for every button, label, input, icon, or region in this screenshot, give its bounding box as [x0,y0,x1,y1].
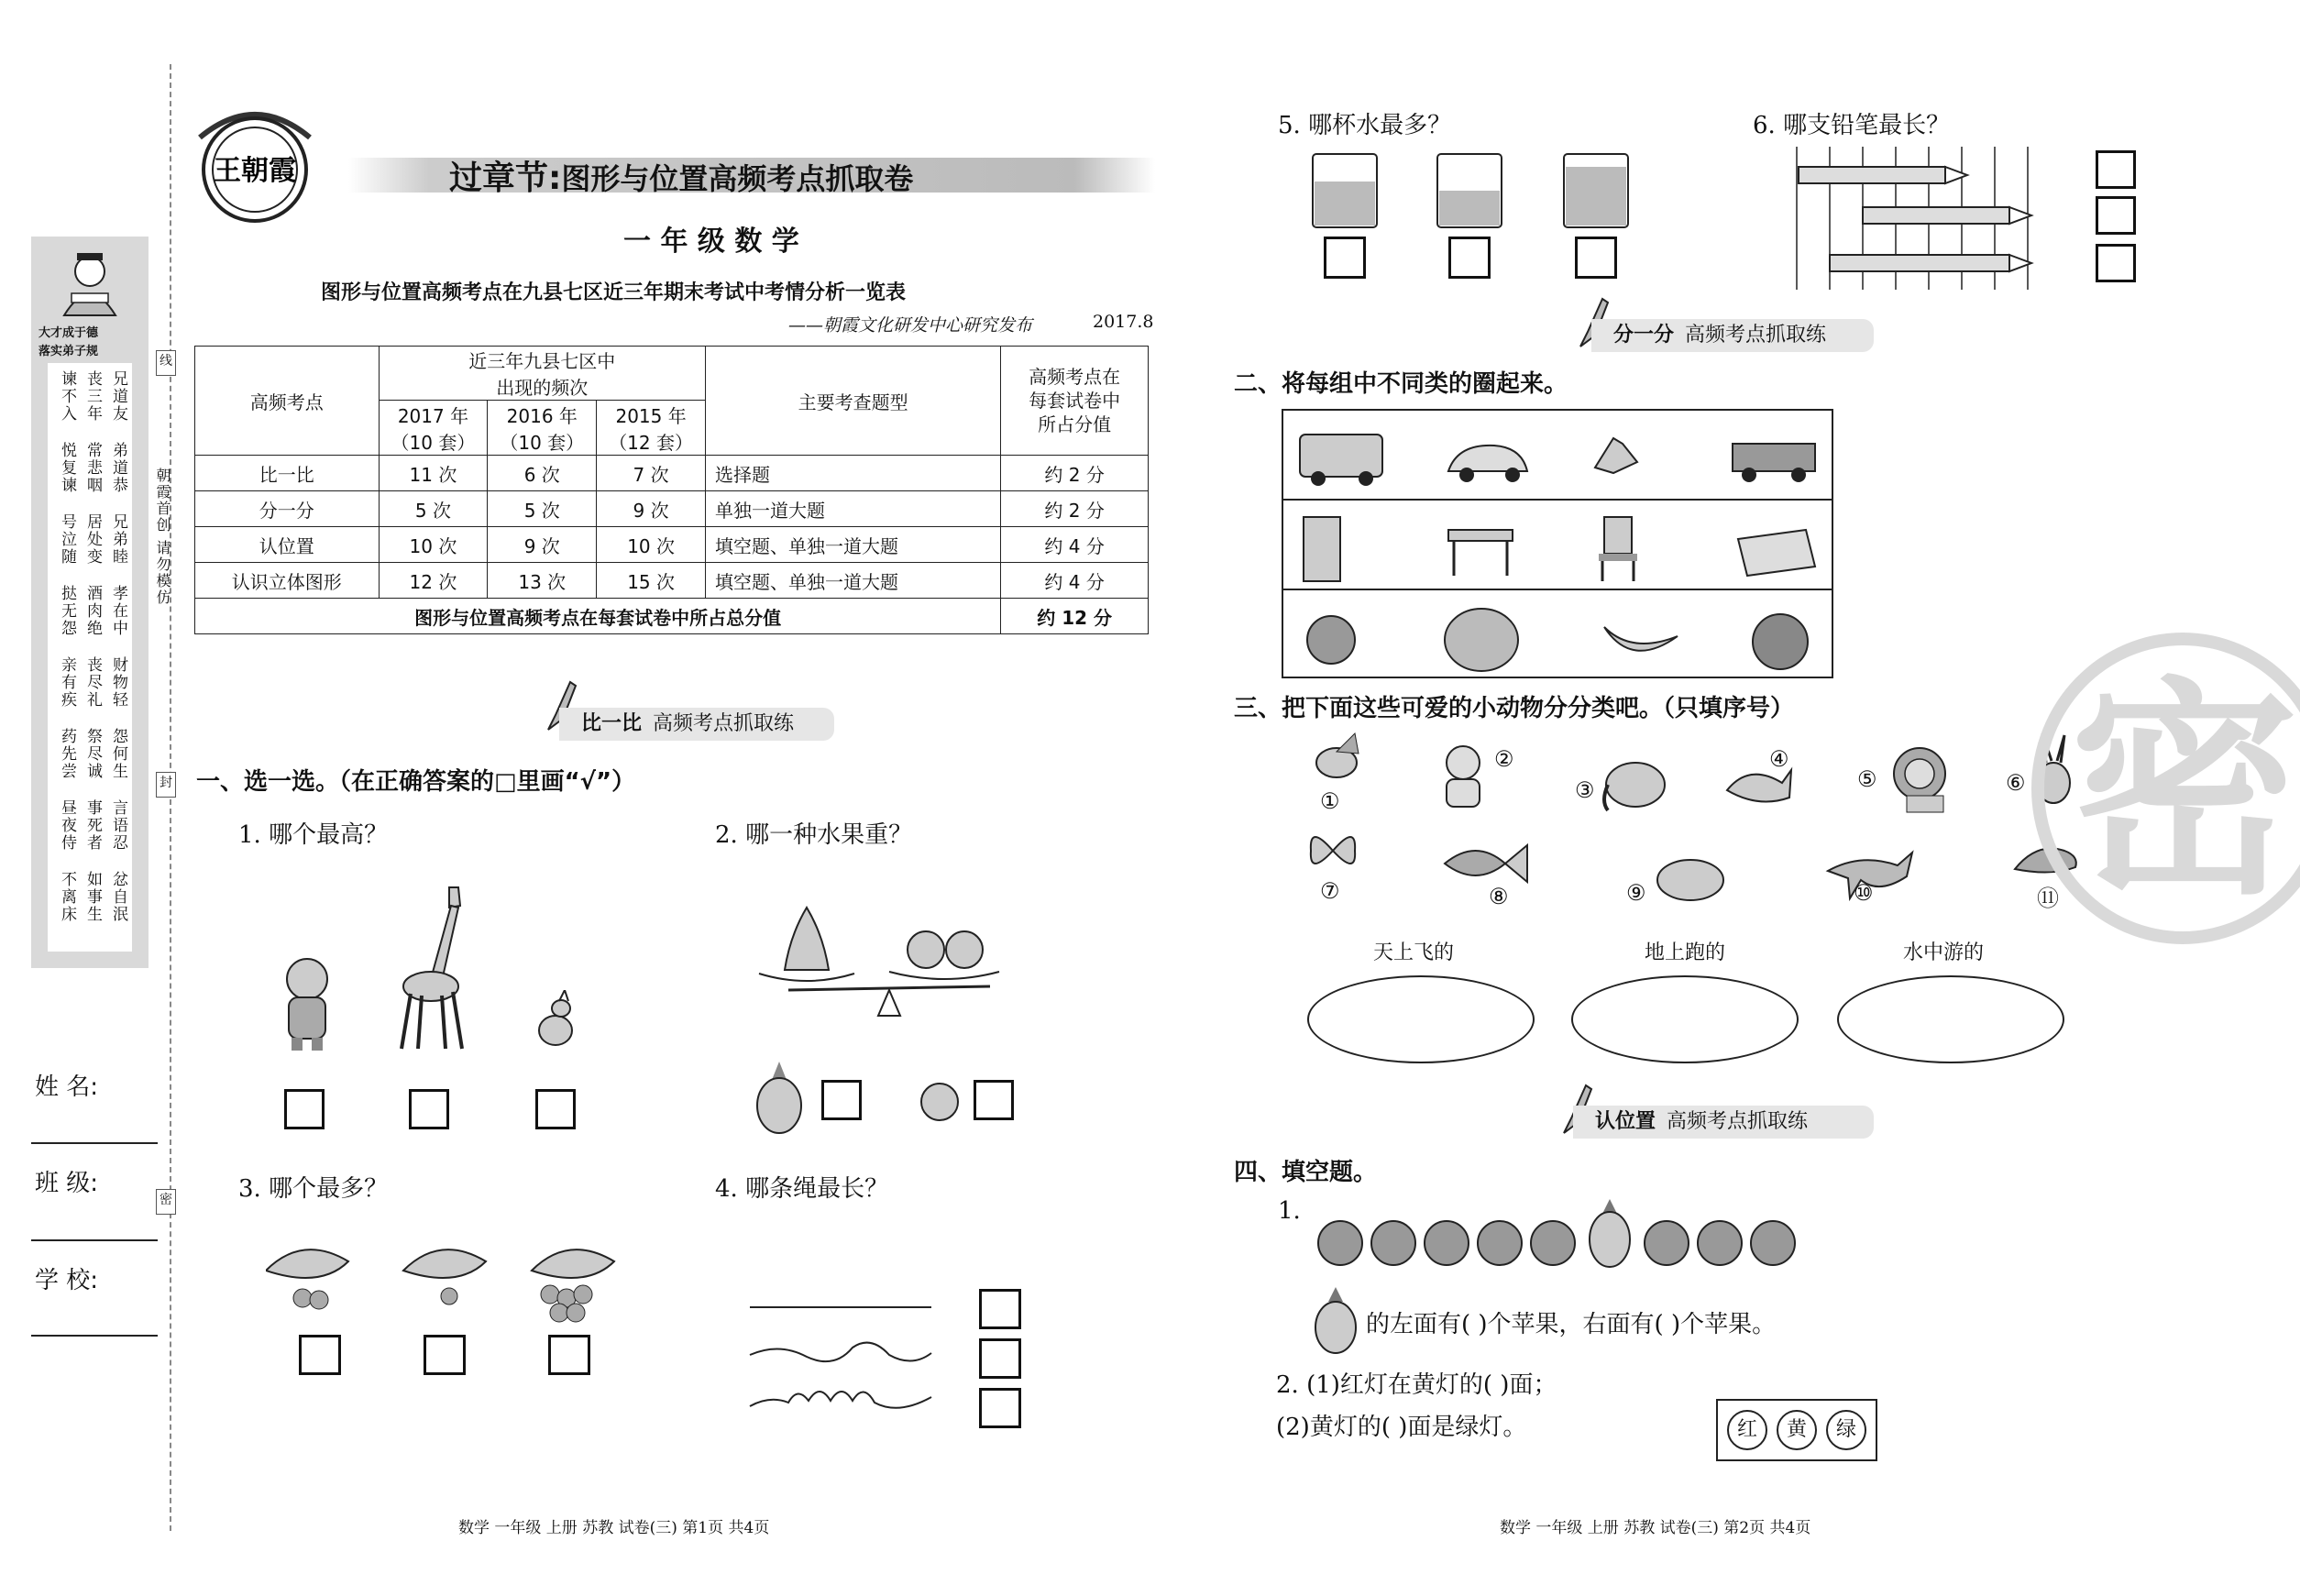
cell-type: 单独一道大题 [706,491,1001,527]
position-banner-sub: 高频考点抓取练 [1667,1110,1809,1133]
cut-mark-seal: 封 [156,772,176,798]
cell-topic: 比一比 [195,456,380,491]
cell-2017: 5 次 [379,491,488,527]
cell-2015: 9 次 [597,491,706,527]
q5-answer-box-2[interactable] [1448,237,1491,279]
th-score-2: 每套试卷中 [1029,390,1121,412]
poem-column: 孝在中 [109,585,127,637]
q2-answer-box-pineapple[interactable] [821,1080,862,1120]
poem-column: 兄道友 [109,370,127,423]
th-2017-count: （10 套） [391,431,476,454]
cell-2016: 6 次 [488,456,597,491]
table-row [195,527,1149,563]
cell-2015: 7 次 [597,456,706,491]
class-input-line[interactable] [31,1239,158,1241]
classify-banner [1591,319,1874,352]
lion-icon [1883,743,1956,816]
logo-text: 王朝霞 [214,155,296,187]
name-label: 姓 名: [35,1073,99,1101]
cell-type: 填空题、单独一道大题 [706,563,1001,599]
cell-2016: 5 次 [488,491,597,527]
th-2015-year: 2015 年 [615,404,687,427]
cell-score: 约 2 分 [1001,491,1149,527]
fill-1-text: 的左面有( )个苹果，右面有( )个苹果。 [1366,1311,1777,1338]
poem-column: 事死者 [83,799,102,852]
pencils-grid-icon [1788,147,2081,290]
animal-label-5: ⑤ [1857,766,1877,792]
pineapple-small-icon [1311,1285,1360,1355]
q4-answer-box-1[interactable] [979,1289,1021,1329]
th-2016 [488,401,597,456]
cell-total-label: 图形与位置高频考点在每套试卷中所占总分值 [195,599,1001,634]
section-2-title: 二、将每组中不同类的圈起来。 [1234,370,1568,398]
animal-label-4: ④ [1769,746,1789,772]
poem-column: 号泣随 [58,513,76,566]
poem-column: 昼夜侍 [58,799,76,852]
seal-char: 密 [2070,658,2299,925]
grade-subject: 一 年 级 数 学 [623,226,799,258]
analysis-date: 2017.8 [1093,312,1154,332]
compare-banner-label: 比一比 [581,712,643,735]
q3-answer-box-1[interactable] [299,1335,341,1375]
category-sky: 天上飞的 [1373,941,1455,964]
cut-mark-line: 线 [156,350,176,376]
copyright-note: 朝霞首创 请勿模仿 [154,468,171,607]
q4-answer-box-2[interactable] [979,1338,1021,1379]
table-row [195,563,1149,599]
category-water: 水中游的 [1903,941,1985,964]
th-2016-year: 2016 年 [506,404,578,427]
th-2017-year: 2017 年 [397,404,469,427]
poem-column: 酒肉绝 [83,585,102,637]
butterfly-icon [1305,823,1360,878]
water-answer-oval[interactable] [1837,975,2064,1063]
fruit-row-icon [1316,1195,1811,1269]
page-title: 过章节:图形与位置高频考点抓取卷 [449,160,914,197]
light-green: 绿 [1826,1410,1866,1450]
cell-2016: 13 次 [488,563,597,599]
question-3: 3. 哪个最多？ [238,1175,389,1203]
cut-mark-secret: 密 [156,1189,176,1215]
q1-answer-box-2[interactable] [409,1089,449,1129]
poem-column: 亲有疾 [58,656,76,709]
q1-answer-box-1[interactable] [284,1089,325,1129]
fruits-row-icons [1293,600,1824,673]
table-total-row [195,599,1149,634]
water-cups-icon [1302,150,1650,233]
cell-total-value: 约 12 分 [1001,599,1149,634]
question-4: 4. 哪条绳最长？ [715,1175,889,1203]
th-freq-top: 近三年九县七区中 [468,350,616,372]
poem-column: 祭尽诚 [83,728,102,780]
vehicles-row-icons [1293,425,1824,490]
classify-banner-sub: 高频考点抓取练 [1685,324,1827,347]
animal-label-9: ⑨ [1626,880,1646,906]
poem-column: 悦复谏 [58,442,76,494]
poem-column: 兄弟睦 [109,513,127,566]
poem-column: 如事生 [83,871,102,923]
q1-answer-box-3[interactable] [535,1089,576,1129]
cell-2015: 15 次 [597,563,706,599]
bird-icon [1300,730,1373,788]
footer-page-1: 数学 一年级 上册 苏教 试卷(三) 第1页 共4页 [458,1519,770,1537]
poem-column: 忿自泯 [109,871,127,923]
compare-banner-sub: 高频考点抓取练 [653,712,795,735]
animal-label-8: ⑧ [1489,884,1509,909]
q2-answer-box-peach[interactable] [974,1080,1014,1120]
cell-score: 约 4 分 [1001,527,1149,563]
q4-answer-box-3[interactable] [979,1388,1021,1428]
footer-page-2: 数学 一年级 上册 苏教 试卷(三) 第2页 共4页 [1500,1519,1811,1537]
cell-topic: 认识立体图形 [195,563,380,599]
poem-column: 药先尝 [58,728,76,780]
balance-scale-icon [752,898,1045,1027]
traffic-light-box [1716,1399,1877,1461]
cell-score: 约 2 分 [1001,456,1149,491]
position-banner [1573,1106,1874,1139]
fill-1-number: 1. [1278,1197,1301,1225]
furniture-row-icons [1293,512,1824,585]
section-3-title: 三、把下面这些可爱的小动物分分类吧。（只填序号） [1234,695,1795,722]
animal-label-10: ⑩ [1854,880,1874,906]
light-red: 红 [1727,1410,1767,1450]
th-frequency [379,347,705,401]
animal-label-11: ⑪ [2037,886,2059,911]
poem-column: 言语忍 [109,799,127,852]
odd-one-out-grid [1282,409,1833,678]
poem-column: 弟道恭 [109,442,127,494]
animal-label-7: ⑦ [1320,878,1340,904]
animal-label-1: ① [1320,788,1340,814]
cell-2017: 11 次 [379,456,488,491]
class-label: 班 级: [35,1170,99,1197]
cell-2016: 9 次 [488,527,597,563]
light-yellow: 黄 [1777,1410,1817,1450]
pineapple-icon [752,1058,807,1135]
animal-label-3: ③ [1575,777,1595,803]
section-4-title: 四、填空题。 [1234,1159,1378,1186]
fill-2b-text: (2)黄灯的( )面是绿灯。 [1276,1414,1527,1441]
grapes-group-icon [266,1234,633,1326]
position-banner-label: 认位置 [1595,1110,1656,1133]
cell-type: 选择题 [706,456,1001,491]
th-score-3: 所占分值 [1038,413,1112,435]
school-input-line[interactable] [31,1335,158,1337]
question-1: 1. 哪个最高？ [238,821,389,849]
cell-score: 约 4 分 [1001,563,1149,599]
poem-column: 常悲咽 [83,442,102,494]
poem-column: 财物轻 [109,656,127,709]
poem-column: 怨何生 [109,728,127,780]
th-freq-bottom: 出现的频次 [496,377,589,399]
animal-label-6: ⑥ [2006,770,2026,796]
peach-icon [917,1078,963,1122]
question-5: 5. 哪杯水最多？ [1278,112,1452,139]
q5-answer-box-1[interactable] [1324,237,1366,279]
motto-line-2: 落实弟子规 [39,345,99,358]
ropes-icon [743,1287,944,1434]
scholar-figure-icon [51,246,128,319]
cell-2017: 10 次 [379,527,488,563]
q6-answer-box-1[interactable] [2096,150,2136,189]
analysis-title: 图形与位置高频考点在九县七区近三年期末考试中考情分析一览表 [321,281,907,304]
title-main: 图形与位置高频考点抓取卷 [561,161,914,196]
question-6: 6. 哪支铅笔最长？ [1753,112,1951,139]
name-input-line[interactable] [31,1142,158,1144]
analysis-source: ——朝霞文化研发中心研究发布 [788,315,1033,336]
poem-column: 挞无怨 [58,585,76,637]
poem-column: 谏不入 [58,370,76,423]
q5-answer-box-3[interactable] [1575,237,1617,279]
dog-icon [1430,741,1494,814]
poem-column: 丧三年 [83,370,102,423]
th-2015-count: （12 套） [609,431,693,454]
poem-box [48,363,132,952]
cell-2017: 12 次 [379,563,488,599]
poem-column: 居处变 [83,513,102,566]
analysis-table [194,346,1149,634]
fish-icon [1439,838,1531,889]
classify-banner-label: 分一分 [1613,324,1675,347]
binding-dashed-line [170,64,171,1531]
th-score-1: 高频考点在 [1029,366,1121,388]
secret-seal-watermark [2031,633,2300,944]
th-2015 [597,401,706,456]
section-1-title: 一、选一选。（在正确答案的□里画“√”） [196,768,636,796]
giraffe-icon [385,878,477,1052]
bear-icon [275,953,339,1054]
fill-2a-text: 2. (1)红灯在黄灯的( )面； [1276,1371,1557,1399]
elephant-icon [1599,755,1672,816]
land-answer-oval[interactable] [1571,975,1799,1063]
title-prefix: 过章节 [449,160,549,197]
rabbit-icon [528,990,583,1054]
cell-2015: 10 次 [597,527,706,563]
question-2: 2. 哪一种水果重？ [715,821,913,849]
school-label: 学 校: [35,1267,99,1294]
th-score [1001,347,1149,456]
animal-label-2: ② [1494,746,1514,772]
pig-icon [1650,853,1733,908]
poem-column: 不离床 [58,871,76,923]
q3-answer-box-3[interactable] [548,1335,590,1375]
cell-topic: 认位置 [195,527,380,563]
sky-answer-oval[interactable] [1307,975,1535,1063]
motto-strip [31,237,149,968]
th-2017 [379,401,488,456]
q3-answer-box-2[interactable] [424,1335,466,1375]
q6-answer-box-2[interactable] [2096,196,2136,235]
th-type: 主要考查题型 [706,347,1001,456]
motto-line-1: 大才成于德 [39,326,99,340]
publisher-logo [191,101,319,229]
cell-topic: 分一分 [195,491,380,527]
table-row [195,456,1149,491]
cell-type: 填空题、单独一道大题 [706,527,1001,563]
category-land: 地上跑的 [1645,941,1726,964]
th-topic: 高频考点 [195,347,380,456]
table-row [195,491,1149,527]
poem-column: 丧尽礼 [83,656,102,709]
q6-answer-box-3[interactable] [2096,244,2136,282]
th-2016-count: （10 套） [500,431,585,454]
compare-banner [559,708,834,741]
